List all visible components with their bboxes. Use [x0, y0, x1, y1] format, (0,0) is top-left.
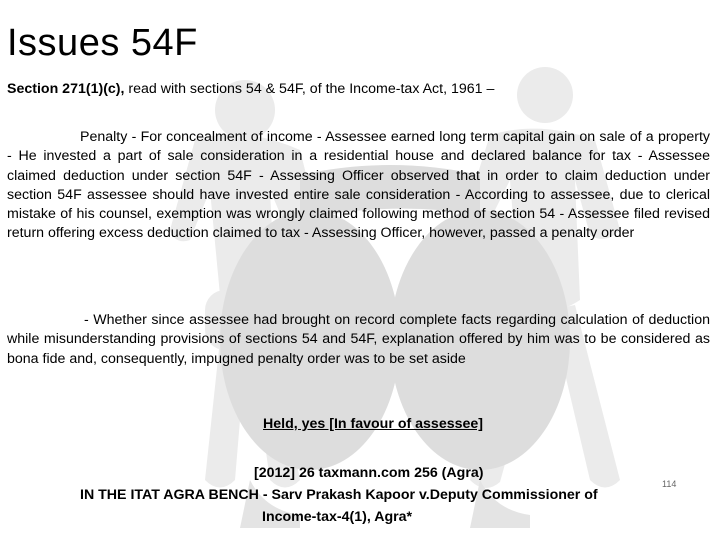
slide-title: Issues 54F: [7, 22, 198, 64]
held-statement: Held, yes [In favour of assessee]: [263, 416, 483, 432]
section-reference: [7, 80, 713, 98]
citation-line-2: IN THE ITAT AGRA BENCH - Sarv Prakash Kapoor v.Deputy Commissioner of: [80, 487, 598, 503]
case-citation: [80, 462, 710, 528]
question-paragraph: - Whether since assessee had brought on record complete facts regarding calculation of deduction while misunderstanding provisions of sections 54 and 54F, explanation offered by him was to be considered as bona fide and, consequently, impugned penalty order was to be set aside: [7, 312, 710, 367]
citation-line-1: [2012] 26 taxmann.com 256 (Agra): [254, 465, 484, 481]
section-reference-bold: Section 271(1)(c),: [7, 81, 125, 97]
slide-number: 114: [662, 479, 677, 489]
facts-paragraph: Penalty - For concealment of income - Assessee earned long term capital gain on sale of a property - He invested a part of sale consideration in a residential house and declared balance for tax - Assessee claimed deduction under section 54F - Assessing Officer observed that in order to claim deduction under section 54F assessee should have invested entire sale consideration - According to assessee, due to clerical mistake of his counsel, exemption was wrongly claimed following method of section 54 - Assessee filed revised return offering excess deduction claimed to tax - Assessing Officer, however, passed a penalty order: [7, 129, 710, 242]
section-reference-rest: read with sections 54 & 54F, of the Income-tax Act, 1961 –: [124, 81, 495, 97]
citation-line-3: Income-tax-4(1), Agra*: [262, 509, 413, 525]
